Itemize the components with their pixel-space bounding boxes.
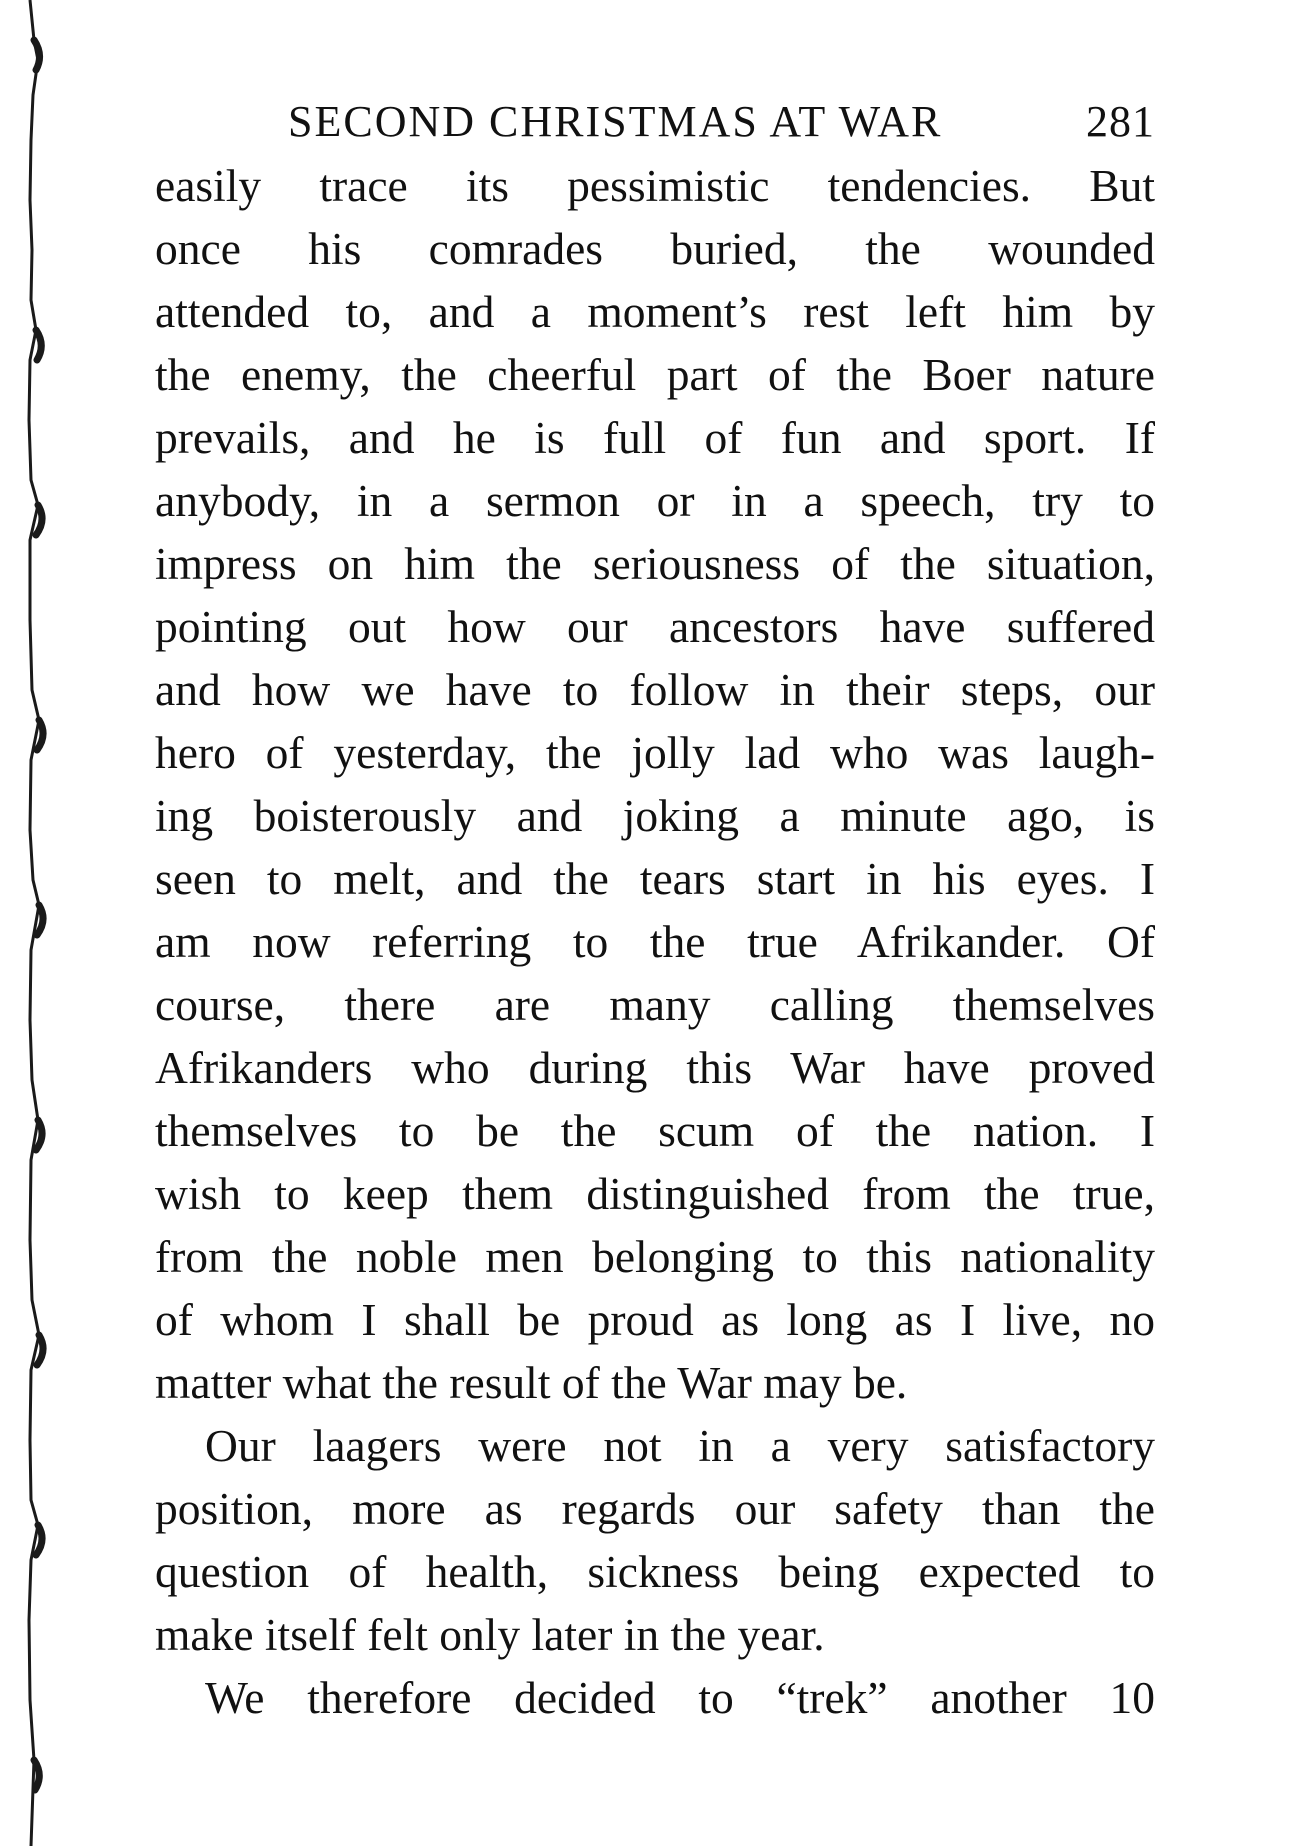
text-line: from the noble men belonging to this nationality <box>155 1231 1155 1282</box>
text-line: seen to melt, and the tears start in his eyes. I <box>155 853 1155 904</box>
text-line: Our laagers were not in a very satisfactory <box>205 1420 1155 1471</box>
page-header <box>155 92 1155 154</box>
text-line: We therefore decided to “trek” another 10 <box>205 1672 1155 1723</box>
text-line: course, there are many calling themselves <box>155 979 1155 1030</box>
running-head: SECOND CHRISTMAS AT WAR <box>288 97 943 146</box>
book-page <box>155 92 1155 1729</box>
text-line: once his comrades buried, the wounded <box>155 223 1155 274</box>
text-line: Afrikanders who during this War have proved <box>155 1042 1155 1093</box>
text-line: question of health, sickness being expected to <box>155 1546 1155 1597</box>
text-line: attended to, and a moment’s rest left him by <box>155 286 1155 337</box>
page-number: 281 <box>1086 97 1155 146</box>
text-line: hero of yesterday, the jolly lad who was laugh- <box>155 727 1155 778</box>
binding-edge-shadow <box>0 0 60 1846</box>
body-text <box>155 154 1155 1729</box>
text-line: prevails, and he is full of fun and sport. If <box>155 412 1155 463</box>
text-line: impress on him the seriousness of the situation, <box>155 538 1155 589</box>
text-line: themselves to be the scum of the nation. I <box>155 1105 1155 1156</box>
text-line: of whom I shall be proud as long as I live, no <box>155 1294 1155 1345</box>
text-line: make itself felt only later in the year. <box>155 1609 825 1660</box>
text-line: the enemy, the cheerful part of the Boer nature <box>155 349 1155 400</box>
text-line: pointing out how our ancestors have suffered <box>155 601 1155 652</box>
text-line: wish to keep them distinguished from the true, <box>155 1168 1155 1219</box>
text-line: matter what the result of the War may be. <box>155 1357 908 1408</box>
text-line: and how we have to follow in their steps, our <box>155 664 1155 715</box>
text-line: anybody, in a sermon or in a speech, try to <box>155 475 1155 526</box>
text-line: easily trace its pessimistic tendencies. But <box>155 160 1155 211</box>
text-line: ing boisterously and joking a minute ago, is <box>155 790 1155 841</box>
text-line: am now referring to the true Afrikander. Of <box>155 916 1155 967</box>
text-line: position, more as regards our safety than the <box>155 1483 1155 1534</box>
